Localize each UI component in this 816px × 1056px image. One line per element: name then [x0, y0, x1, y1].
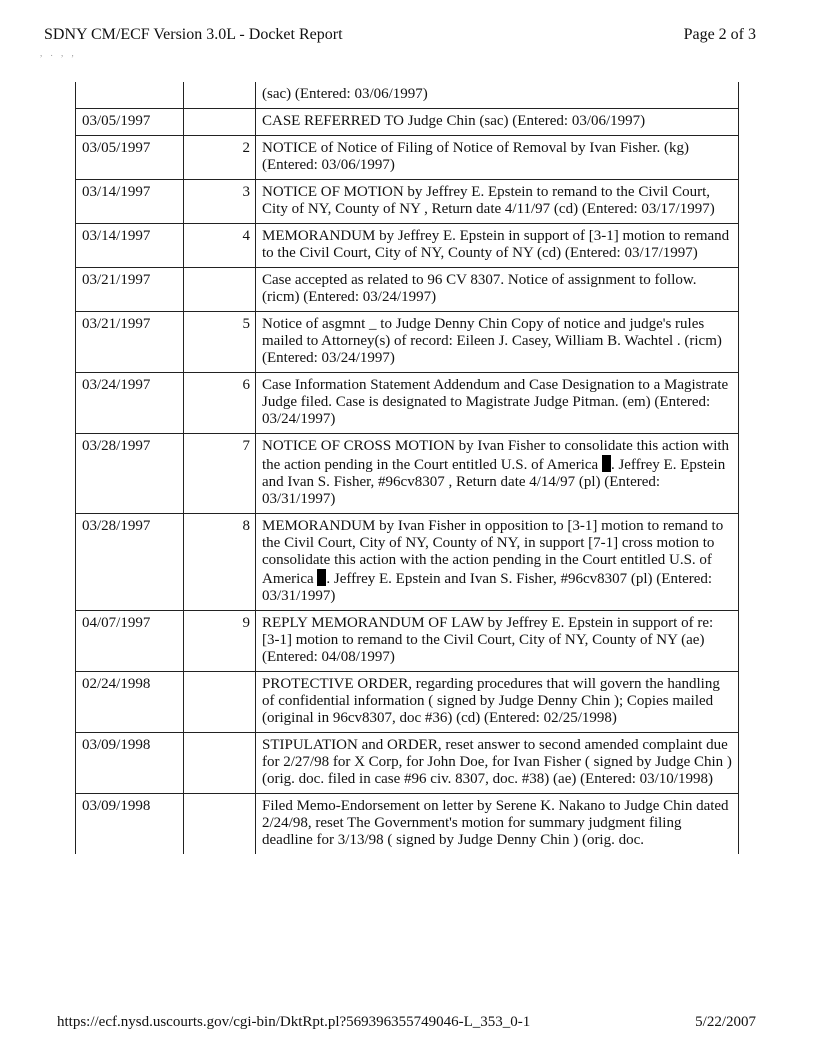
docket-text: Filed Memo-Endorsement on letter by Serene K. Nakano to Judge Chin dated 2/24/98, reset The Government's motion for summary judgment filing deadline for 3/13/98 ( signed by Judge Denny Chin ) (orig. doc. — [256, 794, 739, 855]
docket-date: 03/05/1997 — [76, 136, 184, 180]
docket-number: 9 — [184, 611, 256, 672]
docket-text: CASE REFERRED TO Judge Chin (sac) (Entered: 03/06/1997) — [256, 109, 739, 136]
docket-row — [76, 514, 739, 611]
docket-row — [76, 82, 739, 109]
docket-text: PROTECTIVE ORDER, regarding procedures that will govern the handling of confidential information ( signed by Judge Denny Chin ); Copies mailed (original in 96cv8307, doc #36) (cd) (Entered: 02/25/1998) — [256, 672, 739, 733]
redaction-box — [602, 455, 611, 472]
docket-date: 02/24/1998 — [76, 672, 184, 733]
docket-date: 03/28/1997 — [76, 514, 184, 611]
docket-date: 03/14/1997 — [76, 224, 184, 268]
docket-date — [76, 82, 184, 109]
docket-text-part: MEMORANDUM by Ivan Fisher in opposition to [3-1] motion to remand to the Civil Court, City of NY, County of NY, in support [7-1] cross motion to consolidate this action with the action pending in the Court entitled U.S. of America — [262, 518, 724, 587]
docket-date: 04/07/1997 — [76, 611, 184, 672]
docket-text-part: . Jeffrey E. Epstein and Ivan S. Fisher, #96cv8307 , Return date 4/14/97 (pl) (Entered: 03/31/1997) — [262, 457, 726, 507]
docket-row — [76, 434, 739, 514]
docket-row — [76, 373, 739, 434]
docket-row — [76, 312, 739, 373]
docket-number: 6 — [184, 373, 256, 434]
footer-date: 5/22/2007 — [695, 1014, 756, 1030]
docket-row — [76, 224, 739, 268]
docket-text: Case Information Statement Addendum and Case Designation to a Magistrate Judge filed. Case is designated to Magistrate Judge Pitman. (em) (Entered: 03/24/1997) — [256, 373, 739, 434]
docket-number — [184, 109, 256, 136]
docket-date: 03/14/1997 — [76, 180, 184, 224]
docket-number: 2 — [184, 136, 256, 180]
docket-number — [184, 672, 256, 733]
docket-row — [76, 136, 739, 180]
docket-date: 03/24/1997 — [76, 373, 184, 434]
docket-number: 4 — [184, 224, 256, 268]
docket-number — [184, 794, 256, 855]
docket-row — [76, 611, 739, 672]
docket-text: NOTICE OF MOTION by Jeffrey E. Epstein to remand to the Civil Court, City of NY, County of NY , Return date 4/11/97 (cd) (Entered: 03/17/1997) — [256, 180, 739, 224]
docket-text: Notice of asgmnt _ to Judge Denny Chin Copy of notice and judge's rules mailed to Attorney(s) of record: Eileen J. Casey, William B. Wachtel . (ricm) (Entered: 03/24/1997) — [256, 312, 739, 373]
docket-number: 3 — [184, 180, 256, 224]
docket-row — [76, 672, 739, 733]
docket-date: 03/21/1997 — [76, 268, 184, 312]
docket-text: NOTICE of Notice of Filing of Notice of Removal by Ivan Fisher. (kg) (Entered: 03/06/1997) — [256, 136, 739, 180]
docket-text: MEMORANDUM by Jeffrey E. Epstein in support of [3-1] motion to remand to the Civil Court, City of NY, County of NY (cd) (Entered: 03/17/1997) — [256, 224, 739, 268]
docket-date: 03/28/1997 — [76, 434, 184, 514]
docket-row — [76, 109, 739, 136]
docket-number: 8 — [184, 514, 256, 611]
docket-text-part: . Jeffrey E. Epstein and Ivan S. Fisher, #96cv8307 (pl) (Entered: 03/31/1997) — [262, 571, 713, 604]
docket-text: STIPULATION and ORDER, reset answer to second amended complaint due for 2/27/98 for X Corp, for John Doe, for Ivan Fisher ( signed by Judge Chin ) (orig. doc. filed in case #96 civ. 8307, doc. #38) (ae) (Entered: 03/10/1998) — [256, 733, 739, 794]
page-header-title: SDNY CM/ECF Version 3.0L - Docket Report — [44, 26, 343, 43]
footer-url: https://ecf.nysd.uscourts.gov/cgi-bin/DktRpt.pl?569396355749046-L_353_0-1 — [57, 1014, 531, 1030]
scan-specks: , . , , — [40, 48, 77, 58]
page-number: Page 2 of 3 — [683, 26, 756, 43]
docket-number — [184, 733, 256, 794]
docket-date: 03/05/1997 — [76, 109, 184, 136]
docket-table — [75, 82, 739, 854]
docket-text: (sac) (Entered: 03/06/1997) — [256, 82, 739, 109]
docket-row — [76, 794, 739, 855]
docket-number — [184, 82, 256, 109]
docket-date: 03/21/1997 — [76, 312, 184, 373]
docket-date: 03/09/1998 — [76, 733, 184, 794]
docket-row — [76, 733, 739, 794]
docket-date: 03/09/1998 — [76, 794, 184, 855]
docket-row — [76, 180, 739, 224]
docket-text — [256, 434, 739, 514]
docket-text-part: NOTICE OF CROSS MOTION by Ivan Fisher to consolidate this action with the action pending in the Court entitled U.S. of America — [262, 438, 730, 473]
docket-text: REPLY MEMORANDUM OF LAW by Jeffrey E. Epstein in support of re: [3-1] motion to remand to the Civil Court, City of NY, County of NY (ae) (Entered: 04/08/1997) — [256, 611, 739, 672]
docket-number — [184, 268, 256, 312]
docket-row — [76, 268, 739, 312]
docket-text — [256, 514, 739, 611]
docket-text: Case accepted as related to 96 CV 8307. Notice of assignment to follow. (ricm) (Entered: 03/24/1997) — [256, 268, 739, 312]
docket-number: 7 — [184, 434, 256, 514]
docket-number: 5 — [184, 312, 256, 373]
